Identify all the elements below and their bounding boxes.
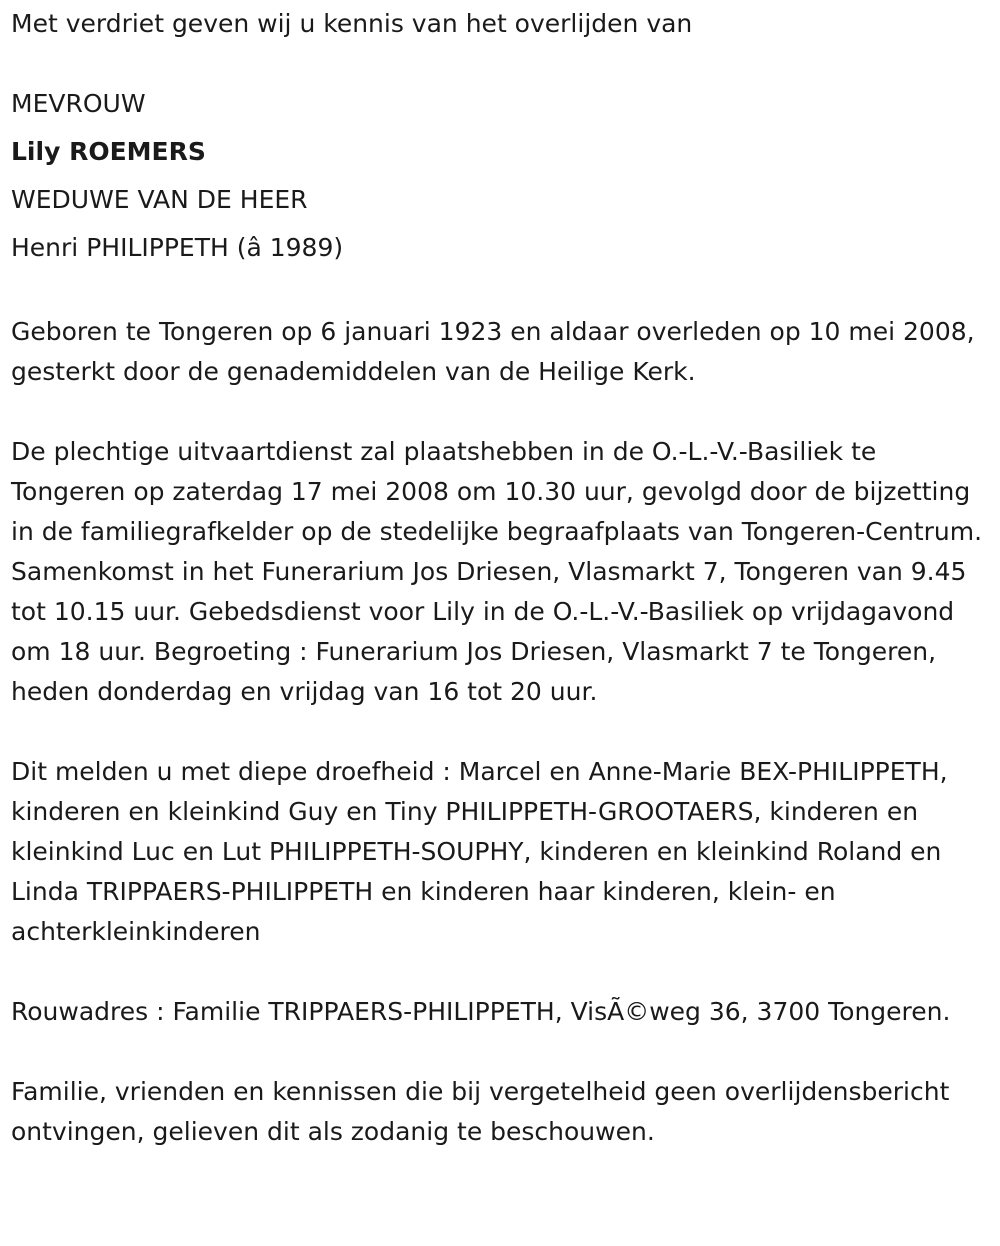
honorific: MEVROUW <box>11 89 146 118</box>
spacer <box>11 1032 991 1072</box>
closing-paragraph: Familie, vrienden en kennissen die bij vergetelheid geen overlijdensbericht ontvingen, gelieven dit als zodanig te beschouwen. <box>11 1077 950 1146</box>
obituary-notice <box>11 4 991 1152</box>
address-paragraph: Rouwadres : Familie TRIPPAERS-PHILIPPETH, VisÃ©weg 36, 3700 Tongeren. <box>11 997 951 1026</box>
spacer <box>11 272 991 312</box>
deceased-name: Lily ROEMERS <box>11 137 206 166</box>
spacer <box>11 44 991 84</box>
spacer <box>11 712 991 752</box>
spouse-line: Henri PHILIPPETH (â 1989) <box>11 233 344 262</box>
relation-line: WEDUWE VAN DE HEER <box>11 185 308 214</box>
funeral-paragraph: De plechtige uitvaartdienst zal plaatshebben in de O.-L.-V.-Basiliek te Tongeren op zaterdag 17 mei 2008 om 10.30 uur, gevolgd door de bijzetting in de familiegrafkelder op de stedelijke begraafplaats van Tongeren-Centrum. Samenkomst in het Funerarium Jos Driesen, Vlasmarkt 7, Tongeren van 9.45 tot 10.15 uur. Gebedsdienst voor Lily in de O.-L.-V.-Basiliek op vrijdagavond om 18 uur. Begroeting : Funerarium Jos Driesen, Vlasmarkt 7 te Tongeren, heden donderdag en vrijdag van 16 tot 20 uur. <box>11 437 983 706</box>
birth-death-paragraph: Geboren te Tongeren op 6 januari 1923 en aldaar overleden op 10 mei 2008, gesterkt door de genademiddelen van de Heilige Kerk. <box>11 317 975 386</box>
deceased-header <box>11 80 991 272</box>
family-paragraph: Dit melden u met diepe droefheid : Marcel en Anne-Marie BEX-PHILIPPETH, kinderen en kleinkind Guy en Tiny PHILIPPETH-GROOTAERS, kinderen en kleinkind Luc en Lut PHILIPPETH-SOUPHY, kinderen en kleinkind Roland en Linda TRIPPAERS-PHILIPPETH en kinderen haar kinderen, klein- en achterkleinkinderen <box>11 757 948 946</box>
spacer <box>11 952 991 992</box>
spacer <box>11 392 991 432</box>
intro-text: Met verdriet geven wij u kennis van het overlijden van <box>11 9 693 38</box>
